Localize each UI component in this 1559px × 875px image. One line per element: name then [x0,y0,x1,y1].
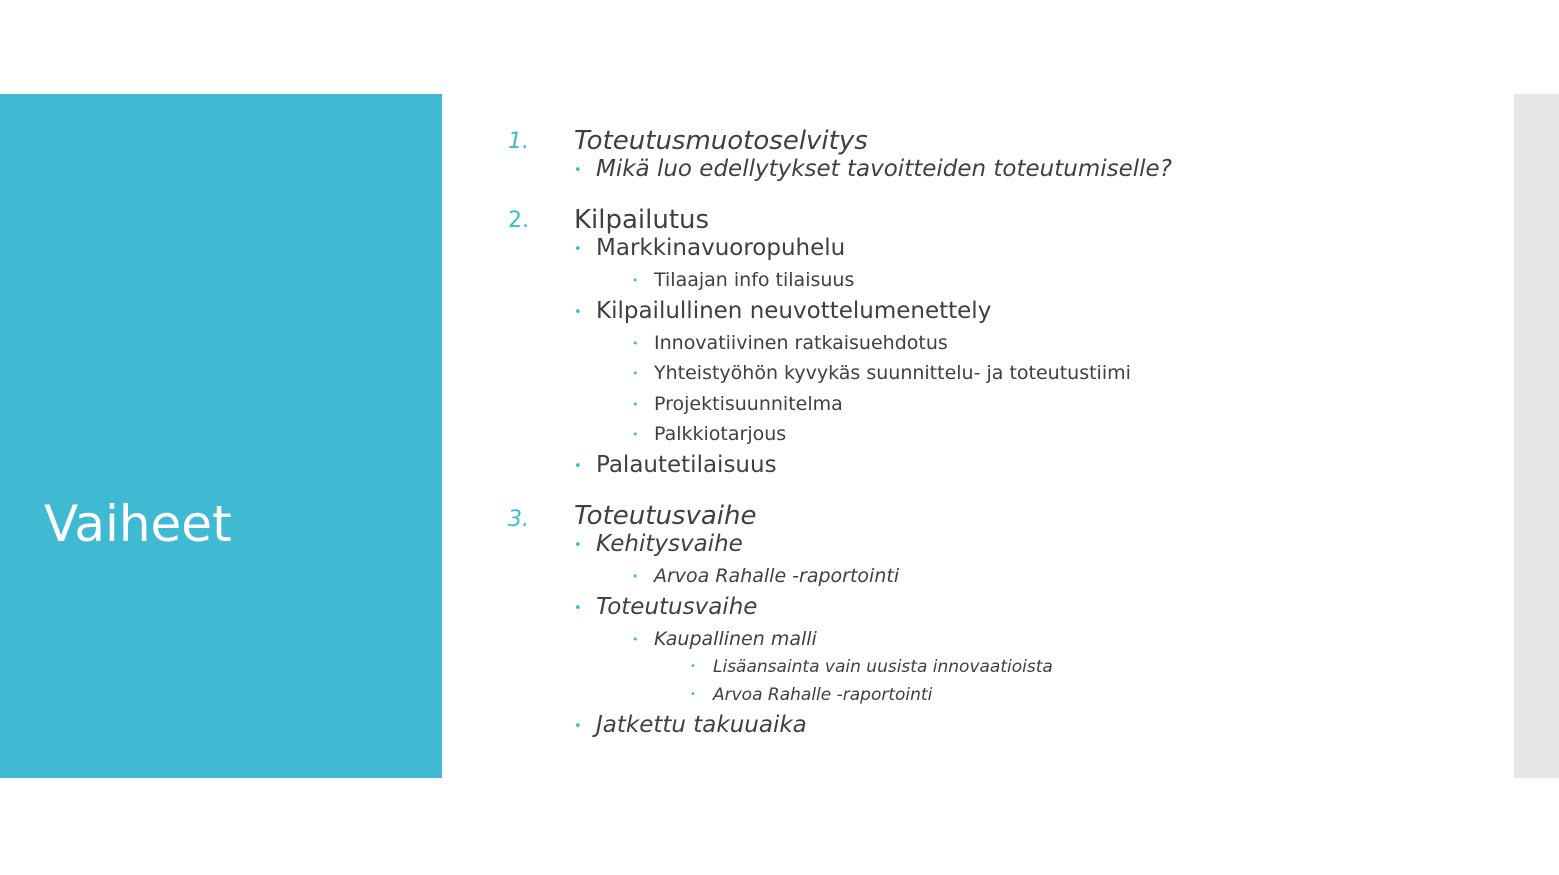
slide-title: Vaiheet [44,495,232,553]
bullet-icon: • [574,242,582,257]
list-number-2: 2. [508,208,529,233]
bullet-icon: • [632,633,639,646]
list-subitem: Projektisuunnitelma [654,393,843,415]
list-subitem: Yhteistyöhön kyvykäs suunnittelu- ja toteutustiimi [654,362,1131,384]
bullet-icon: • [632,570,639,583]
list-number-1: 1. [508,129,529,154]
list-subitem: Palautetilaisuus [596,452,777,478]
bullet-icon: • [574,601,582,616]
list-subitem: Tilaajan info tilaisuus [654,269,855,291]
list-subitem: Arvoa Rahalle -raportointi [713,685,933,705]
bullet-icon: • [574,305,582,320]
list-subitem: Palkkiotarjous [654,423,787,445]
bullet-icon: • [690,689,696,700]
bullet-icon: • [574,538,582,553]
list-subitem: Jatkettu takuuaika [596,712,807,738]
bullet-icon: • [574,163,582,178]
list-subitem: Markkinavuoropuhelu [596,235,846,261]
list-subitem: Kilpailullinen neuvottelumenettely [596,298,992,324]
bullet-icon: • [632,428,639,441]
list-subitem: Arvoa Rahalle -raportointi [654,565,900,587]
list-subitem: Toteutusvaihe [596,594,758,620]
list-subitem: Innovatiivinen ratkaisuehdotus [654,332,948,354]
list-item-toteutusvaihe: Toteutusvaihe [574,501,757,531]
list-item-kilpailutus: Kilpailutus [574,205,710,235]
bullet-icon: • [632,367,639,380]
list-subitem: Kaupallinen malli [654,628,817,650]
bullet-icon: • [690,661,696,672]
list-subitem: Mikä luo edellytykset tavoitteiden toteutumiselle? [596,156,1172,182]
list-subitem: Lisäansainta vain uusista innovaatioista [713,657,1053,677]
bullet-icon: • [632,274,639,287]
list-item-toteutusmuotoselvitys: Toteutusmuotoselvitys [574,126,868,156]
list-subitem: Kehitysvaihe [596,531,743,557]
list-number-3: 3. [508,507,529,532]
bullet-icon: • [632,337,639,350]
bullet-icon: • [574,719,582,734]
bullet-icon: • [574,459,582,474]
bullet-icon: • [632,398,639,411]
